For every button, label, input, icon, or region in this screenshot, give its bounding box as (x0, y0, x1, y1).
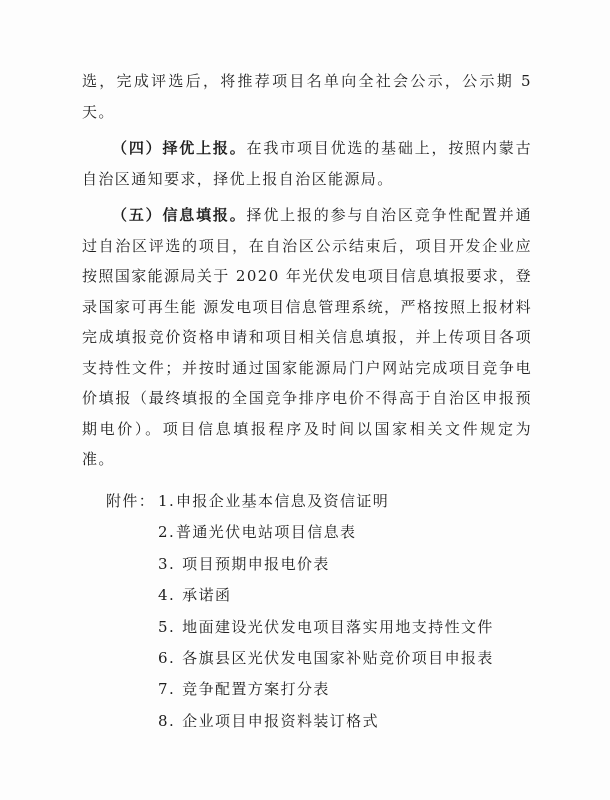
paragraph-text: 择优上报的参与自治区竞争性配置并通过自治区评选的项目，在自治区公示结束后，项目开发企业应按照国家能源局关于 2020 年光伏发电项目信息填报要求，登录国家可再生能 源发电项目信息管理系统，严格按照上报材料完成填报竞价资格申请和项目相关信息填报，并上传项目各项支持性文件；并按时通过国家能源局门户网站完成项目竞争电价填报（最终填报的全国竞争排序电价不得高于自治区申报预期电价）。项目信息填报程序及时间以国家相关文件规定为准。 (82, 206, 532, 468)
list-item (106, 643, 546, 674)
item-text: 竞争配置方案打分表 (182, 680, 330, 699)
item-number: 2. (158, 523, 176, 542)
item-text: 承诺函 (182, 586, 232, 605)
item-text: 项目预期申报电价表 (182, 554, 330, 573)
item-number: 3. (158, 554, 176, 573)
document-body (82, 66, 532, 481)
item-text: 普通光伏电站项目信息表 (176, 523, 357, 542)
paragraph-text: 在我市项目优选的基础上，按照内蒙古自治区通知要求，择优上报自治区能源局。 (82, 139, 532, 188)
list-item (106, 612, 546, 643)
list-item (106, 549, 546, 580)
section-heading: （四）择优上报。 (112, 139, 247, 157)
paragraph-section-4 (82, 133, 532, 194)
list-item (106, 517, 546, 548)
paragraph-continuation (82, 66, 532, 127)
item-text: 地面建设光伏发电项目落实用地支持性文件 (182, 617, 494, 636)
item-text: 各旗县区光伏发电国家补贴竞价项目申报表 (182, 648, 494, 667)
paragraph-text: 选，完成评选后，将推荐项目名单向全社会公示，公示期 5 天。 (82, 72, 532, 121)
list-item (106, 674, 546, 705)
paragraph-section-5 (82, 200, 532, 475)
item-number: 8. (158, 711, 176, 730)
attachments-list (106, 486, 546, 737)
attachments-label: 附件： (106, 492, 156, 510)
item-number: 1. (158, 492, 176, 510)
item-number: 5. (158, 617, 176, 636)
item-text: 申报企业基本信息及资信证明 (176, 492, 390, 510)
list-item (106, 580, 546, 611)
list-item (106, 486, 546, 517)
item-number: 6. (158, 648, 176, 667)
list-item (106, 706, 546, 737)
section-heading: （五）信息填报。 (112, 206, 247, 224)
item-number: 7. (158, 680, 176, 699)
item-number: 4. (158, 586, 176, 605)
item-text: 企业项目申报资料装订格式 (182, 711, 379, 730)
